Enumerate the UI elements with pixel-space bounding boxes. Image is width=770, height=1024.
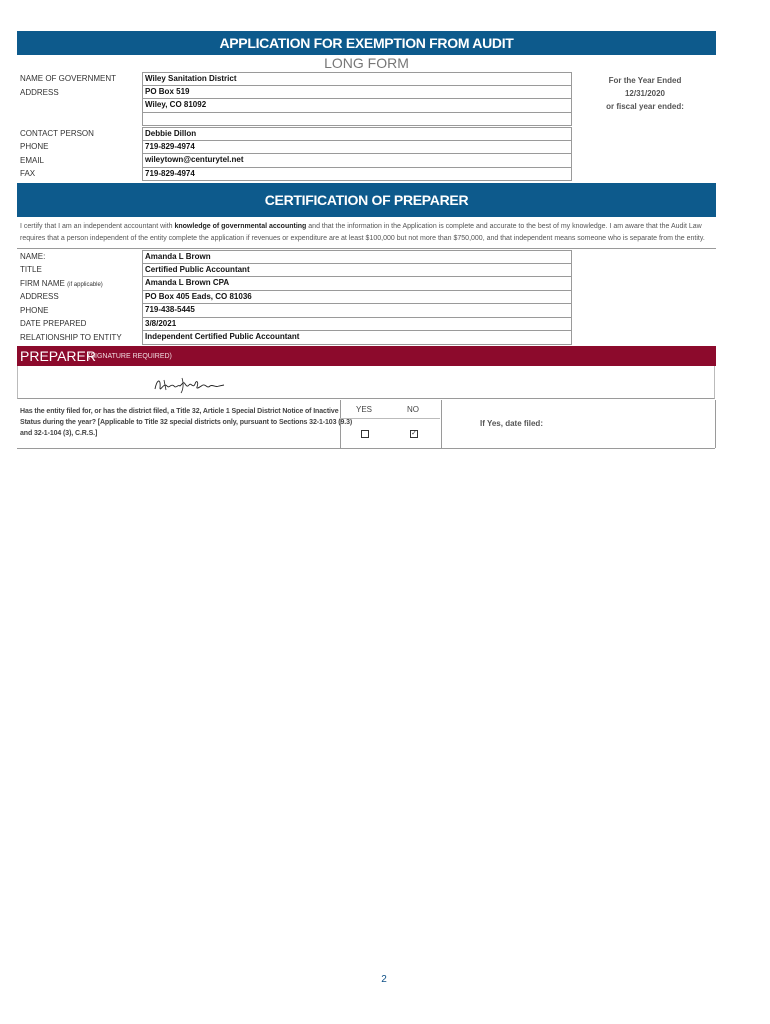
preparer-name-label: NAME:	[20, 252, 46, 261]
contact-person-field[interactable]: Debbie Dillon	[142, 127, 572, 141]
preparer-signature-band	[17, 346, 716, 366]
fax-label: FAX	[20, 169, 36, 178]
government-name-label: NAME OF GOVERNMENT	[20, 74, 117, 83]
preparer-section-divider	[17, 248, 716, 249]
no-checkbox[interactable]	[410, 430, 418, 438]
certification-statement: I certify that I am an independent accountant with knowledge of governmental accounting and that the information in the Application is complete and accurate to the best of my knowledge. I am aware that the Audit Law requires that a person independent of the entity complete the application if revenues or expenditure are at least $100,000 but not more than $750,000, and that independent means someone who is separate from the entity.	[20, 223, 705, 242]
preparer-phone-label: PHONE	[20, 306, 49, 315]
page-title: APPLICATION FOR EXEMPTION FROM AUDIT	[219, 35, 514, 51]
preparer-address-field[interactable]: PO Box 405 Eads, CO 81036	[142, 291, 572, 304]
address-line3-field[interactable]	[142, 113, 572, 126]
year-ended-block	[590, 74, 700, 113]
preparer-name-field[interactable]: Amanda L Brown	[142, 250, 572, 264]
certification-band	[17, 183, 716, 217]
if-yes-date-label: If Yes, date filed:	[480, 419, 543, 428]
preparer-address-label: ADDRESS	[20, 292, 59, 301]
year-ended-date: 12/31/2020	[624, 89, 666, 98]
title-band	[17, 31, 716, 55]
section-right-rule	[715, 400, 716, 448]
inactive-question: Has the entity filed for, or has the district filed, a Title 32, Article 1 Special District Notice of Inactive Status during the year? [Applicable to Title 32 special districts only, pursuant to Sections 32-1-103 (9.3) and 32-1-104 (3), C.R.S.]	[20, 408, 353, 437]
date-prepared-label: DATE PREPARED	[20, 319, 87, 328]
relationship-label: RELATIONSHIP TO ENTITY	[20, 333, 122, 342]
contact-person-label: CONTACT PERSON	[20, 129, 94, 138]
page-number: 2	[381, 974, 387, 985]
phone-field[interactable]: 719-829-4974	[142, 141, 572, 154]
date-prepared-field[interactable]: 3/8/2021	[142, 318, 572, 331]
firm-name-note: (if applicable)	[67, 282, 103, 288]
phone-label: PHONE	[20, 142, 49, 151]
address-line1-field[interactable]: PO Box 519	[142, 86, 572, 99]
section-bottom-rule	[17, 448, 715, 449]
signature-required-note: (SIGNATURE REQUIRED)	[88, 353, 172, 360]
firm-name-label: FIRM NAME (if applicable)	[20, 279, 103, 288]
address-line2-field[interactable]: Wiley, CO 81092	[142, 99, 572, 113]
preparer-phone-field[interactable]: 719-438-5445	[142, 304, 572, 318]
preparer-title-label: TITLE	[20, 265, 42, 274]
certification-title: CERTIFICATION OF PREPARER	[264, 192, 469, 208]
relationship-field[interactable]: Independent Certified Public Accountant	[142, 331, 572, 345]
year-ended-label: For the Year Ended	[608, 76, 682, 85]
preparer-band-title: PREPARER	[20, 348, 96, 364]
email-label: EMAIL	[20, 156, 45, 165]
no-label: NO	[407, 405, 419, 414]
no-checkbox-mark: ✓	[411, 430, 417, 437]
email-field[interactable]: wileytown@centurytel.net	[142, 154, 572, 168]
signature-area[interactable]	[17, 366, 715, 399]
page-subtitle: LONG FORM	[324, 55, 409, 71]
fiscal-year-label: or fiscal year ended:	[606, 102, 684, 111]
preparer-title-field[interactable]: Certified Public Accountant	[142, 264, 572, 277]
signature-image	[152, 374, 232, 396]
firm-name-field[interactable]: Amanda L Brown CPA	[142, 277, 572, 291]
yes-label: YES	[356, 405, 373, 414]
fax-field[interactable]: 719-829-4974	[142, 168, 572, 181]
yes-checkbox[interactable]	[361, 430, 369, 438]
government-name-field[interactable]: Wiley Sanitation District	[142, 72, 572, 86]
inactive-answer-divider	[340, 418, 440, 419]
certification-statement-bold: knowledge of governmental accounting	[174, 223, 307, 230]
government-address-label: ADDRESS	[20, 88, 59, 97]
